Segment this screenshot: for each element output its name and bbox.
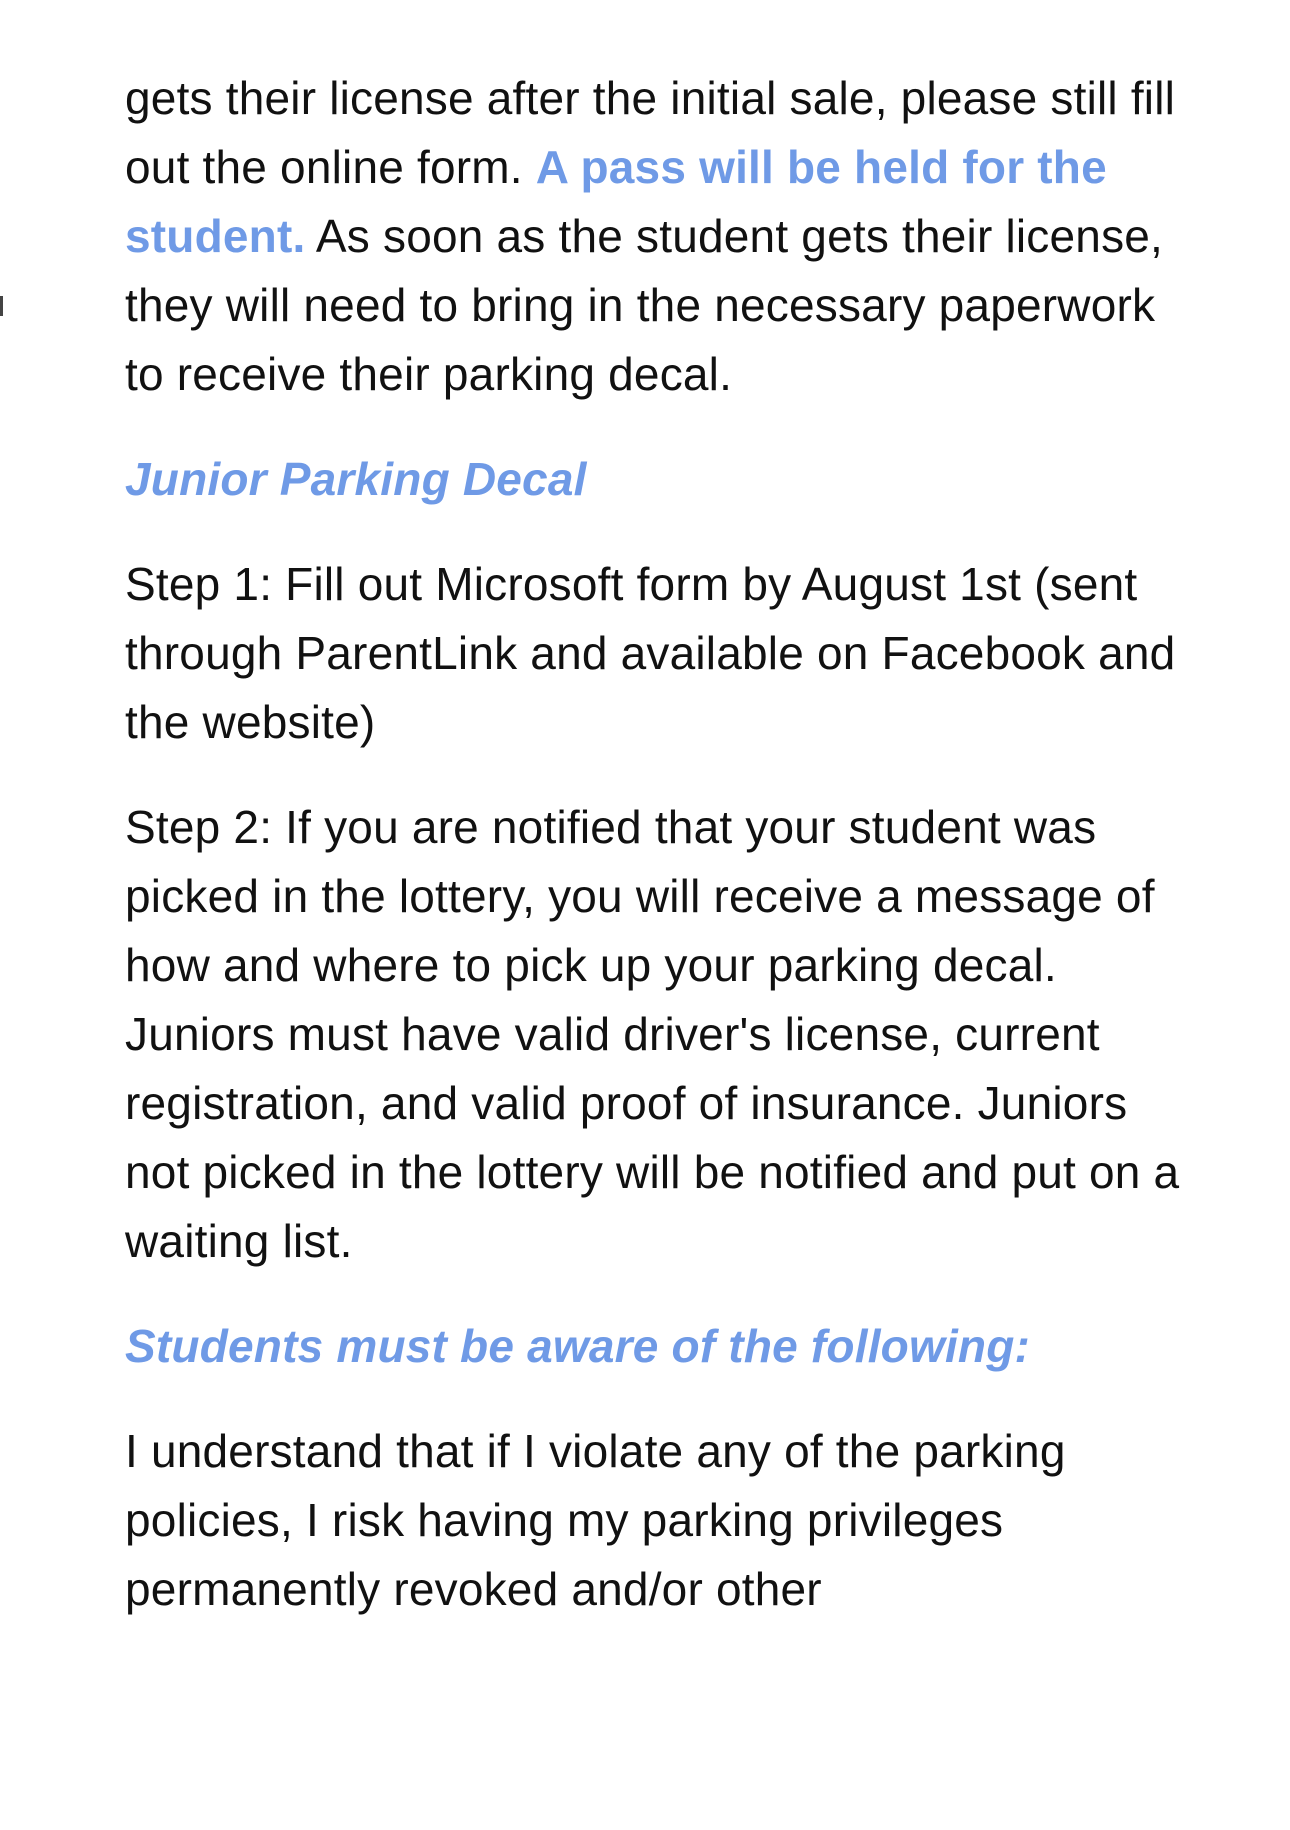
intro-highlight: A pass will be held for the student. [125, 141, 1107, 262]
awareness-paragraph: I understand that if I violate any of the parking policies, I risk having my parking privileges permanently revoked and/or other [125, 1425, 1066, 1615]
left-edge-marker [0, 296, 3, 316]
article-body [125, 64, 1200, 1624]
intro-paragraph [125, 64, 1200, 409]
step-1-paragraph: Step 1: Fill out Microsoft form by August 1st (sent through ParentLink and available on Facebook and the website) [125, 558, 1176, 748]
junior-parking-heading: Junior Parking Decal [125, 453, 587, 505]
intro-text-1: gets their license after the initial sale, please still fill out the online form. [125, 72, 1176, 193]
awareness-heading: Students must be aware of the following: [125, 1320, 1031, 1372]
step-2-paragraph: Step 2: If you are notified that your student was picked in the lottery, you will receive a message of how and where to pick up your parking decal. Juniors must have valid driver's license, current registration, and valid proof of insurance. Juniors not picked in the lottery will be notified and put on a waiting list. [125, 801, 1180, 1267]
intro-text-2: As soon as the student gets their license, they will need to bring in the necessary paperwork to receive their parking decal. [125, 210, 1164, 400]
